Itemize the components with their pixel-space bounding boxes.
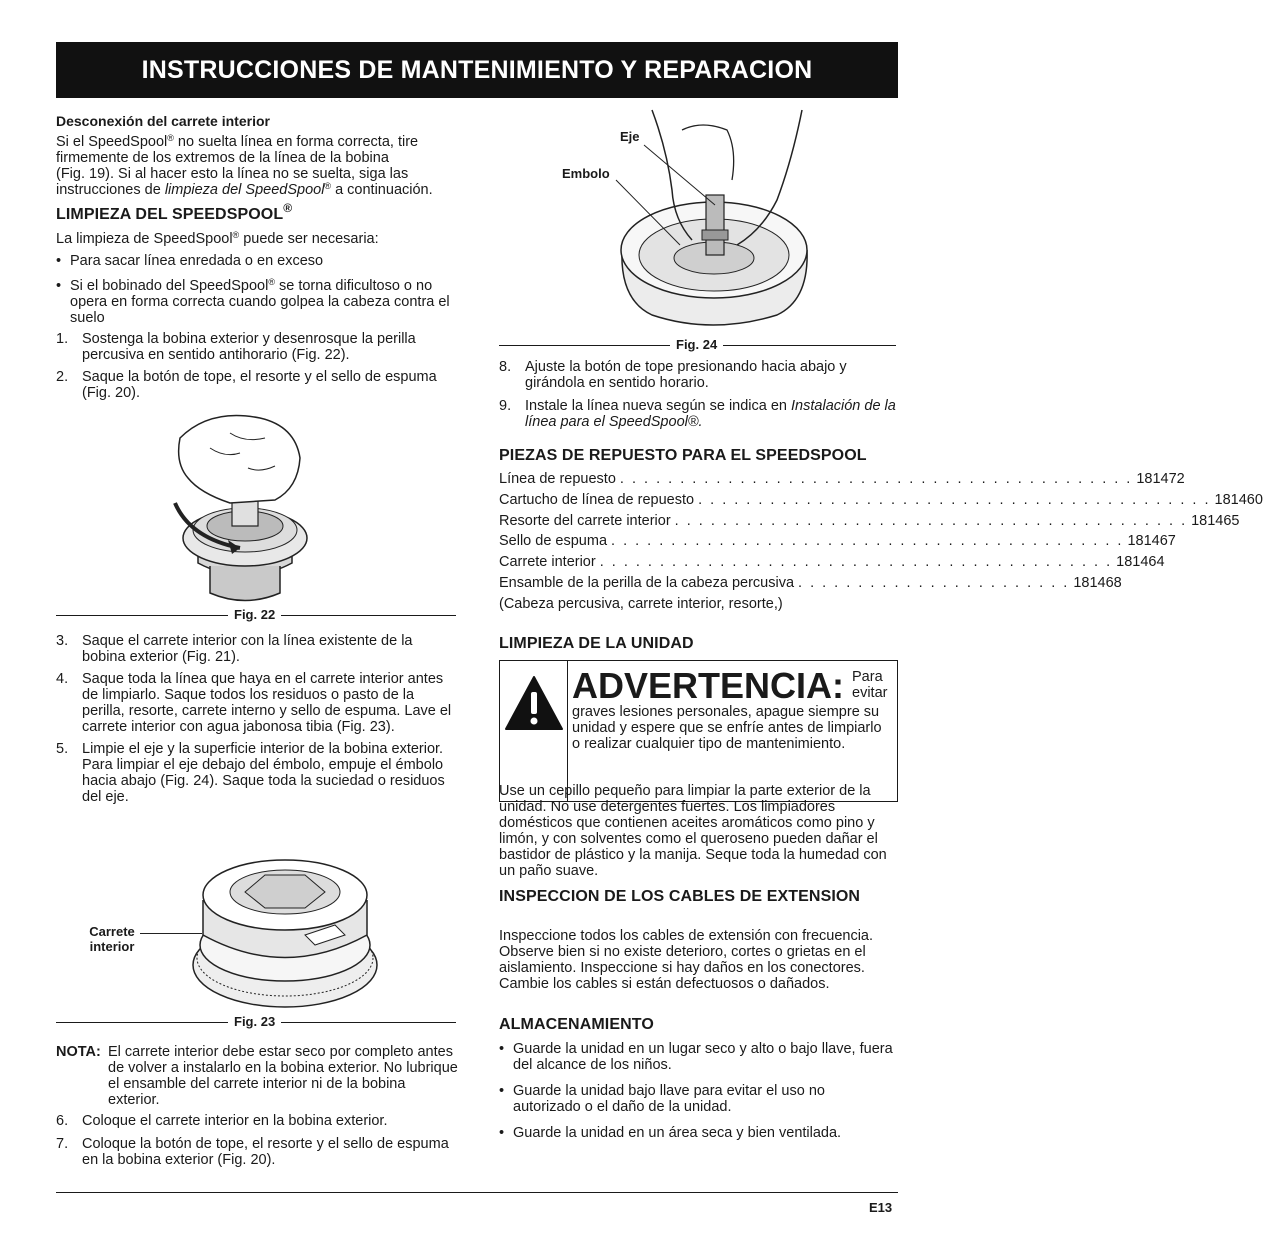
parts-list	[499, 471, 1263, 617]
parts-row: Ensamble de la perilla de la cabeza percusiva . . . . . . . . . . . . . . . . . . . . . . . 181468	[499, 574, 1122, 591]
steps-6-7: 6. Coloque el carrete interior en la bobina exterior. 7. Coloque la botón de tope, el resorte y el sello de espuma en la bobina exterior (Fig. 20).	[56, 1113, 449, 1168]
page-number: E13	[869, 1200, 893, 1215]
parts-row: Resorte del carrete interior . . . . . . . . . . . . . . . . . . . . . . . . . . . . . . . . . . . . . . . . . . . 181465	[499, 512, 1240, 529]
unit-heading: LIMPIEZA DE LA UNIDAD	[499, 635, 694, 652]
list-item: • Guarde la unidad en un lugar seco y alto o bajo llave, fuera del alcance de los niños.	[499, 1041, 893, 1073]
bullet-icon: •	[56, 253, 62, 269]
parts-note: (Cabeza percusiva, carrete interior, resorte,)	[499, 595, 783, 612]
list-item: • Guarde la unidad en un área seca y bien ventilada.	[499, 1125, 842, 1141]
disc-heading: Desconexión del carrete interior	[56, 113, 270, 129]
cables-text: Inspeccione todos los cables de extensión con frecuencia. Observe bien si no existe deterioro, cortes o grietas en el aislamiento. Inspeccione si hay daños en los conectores. Cambie los cables si están defectuosos o dañados.	[499, 928, 874, 992]
fig24-caption: Fig. 24	[670, 337, 723, 353]
cables-heading: INSPECCION DE LOS CABLES DE EXTENSION	[499, 888, 861, 905]
parts-row: Línea de repuesto . . . . . . . . . . . . . . . . . . . . . . . . . . . . . . . . . . . . . . . . . . . 181472	[499, 471, 1185, 487]
disc-paragraph: Si el SpeedSpool® no suelta línea en forma correcta, tire firmemente de los extremos de la línea de la bobina (Fig. 19). Si al hacer esto la línea no se suelta, siga las instrucciones de limpieza del SpeedSpool® a continuación.	[56, 133, 433, 198]
fig22-illustration	[170, 408, 320, 608]
warning-text: graves lesiones personales, apague siempre su unidad y espere que se enfríe antes de limpiarlo o realizar cualquier tipo de mantenimiento.	[572, 704, 882, 752]
warning-box	[499, 660, 898, 802]
list-item: • Para sacar línea enredada o en exceso	[56, 253, 324, 269]
fig24-label-embolo: Embolo	[562, 166, 610, 181]
fig24-label-eje: Eje	[620, 129, 640, 144]
bullet-icon: •	[499, 1083, 505, 1099]
fig23-leader-line	[140, 933, 202, 934]
footer-rule	[56, 1192, 898, 1193]
parts-row: Carrete interior . . . . . . . . . . . . . . . . . . . . . . . . . . . . . . . . . . . . . . . . . . . 181464	[499, 554, 1165, 571]
storage-list	[499, 1041, 896, 1141]
warning-triangle-icon	[504, 675, 564, 731]
fig23-caption: Fig. 23	[228, 1014, 281, 1030]
page-title: INSTRUCCIONES DE MANTENIMIENTO Y REPARACION	[56, 42, 898, 98]
list-item: • Si el bobinado del SpeedSpool® se torna dificultoso o no opera en forma correcta cuando golpea la cabeza contra el suelo	[56, 277, 450, 326]
bullet-icon: •	[499, 1041, 505, 1057]
fig22-caption: Fig. 22	[228, 607, 281, 623]
fig24-leader-lines	[610, 135, 730, 255]
nota: NOTA: El carrete interior debe estar seco por completo antes de volver a instalarlo en la bobina exterior. No lubrique el ensamble del carrete interior ni de la bobina exterior.	[56, 1044, 458, 1108]
parts-heading: PIEZAS DE REPUESTO PARA EL SPEEDSPOOL	[499, 447, 867, 464]
fig23-illustration	[185, 840, 385, 1015]
steps-1-2: 1. Sostenga la bobina exterior y desenrosque la perilla percusiva en sentido antihorario (Fig. 22). 2. Saque la botón de tope, el resorte y el sello de espuma (Fig. 20).	[56, 331, 437, 401]
fig23-label: Carrete interior	[89, 924, 135, 954]
bullet-icon: •	[499, 1125, 505, 1141]
clean-intro: La limpieza de SpeedSpool® puede ser necesaria:	[56, 230, 379, 247]
bullet-icon: •	[56, 278, 62, 294]
warning-side-text: Para evitar	[852, 669, 888, 701]
steps-8-9: 8. Ajuste la botón de tope presionando hacia abajo y girándola en sentido horario. 9. Instale la línea nueva según se indica en Instalación de la línea para el SpeedSpool®.	[499, 359, 896, 430]
list-item: • Guarde la unidad bajo llave para evitar el uso no autorizado o el daño de la unidad.	[499, 1083, 825, 1115]
steps-3-5: 3. Saque el carrete interior con la línea existente de la bobina exterior (Fig. 21). 4. Saque toda la línea que haya en el carrete interior antes de limpiarlo. Saque todos los residuos o pasto de la perilla, resorte, carrete interno y sello de espuma. Lave el carrete interior con agua jabonosa tibia (Fig. 23). 5. Limpie el eje y la superficie interior de la bobina exterior. Para limpiar el eje debajo del émbolo, empuje el émbolo hacia abajo (Fig. 24). Saque toda la suciedad o residuos del eje.	[56, 633, 452, 805]
parts-row: Sello de espuma . . . . . . . . . . . . . . . . . . . . . . . . . . . . . . . . . . . . . . . . . . . 181467	[499, 533, 1176, 550]
warning-title: ADVERTENCIA:	[572, 665, 845, 706]
unit-text: Use un cepillo pequeño para limpiar la parte exterior de la unidad. No use detergentes fuertes. Los limpiadores domésticos que contienen aceites aromáticos como pino y limón, y con solventes como el queroseno pueden dañar el bastidor de plástico y la manija. Seque toda la humedad con un paño suave.	[499, 783, 887, 879]
clean-heading: LIMPIEZA DEL SPEEDSPOOL®	[56, 201, 293, 223]
parts-row: Cartucho de línea de repuesto . . . . . . . . . . . . . . . . . . . . . . . . . . . . . . . . . . . . . . . . . . . 181460	[499, 491, 1263, 508]
storage-heading: ALMACENAMIENTO	[499, 1016, 654, 1033]
